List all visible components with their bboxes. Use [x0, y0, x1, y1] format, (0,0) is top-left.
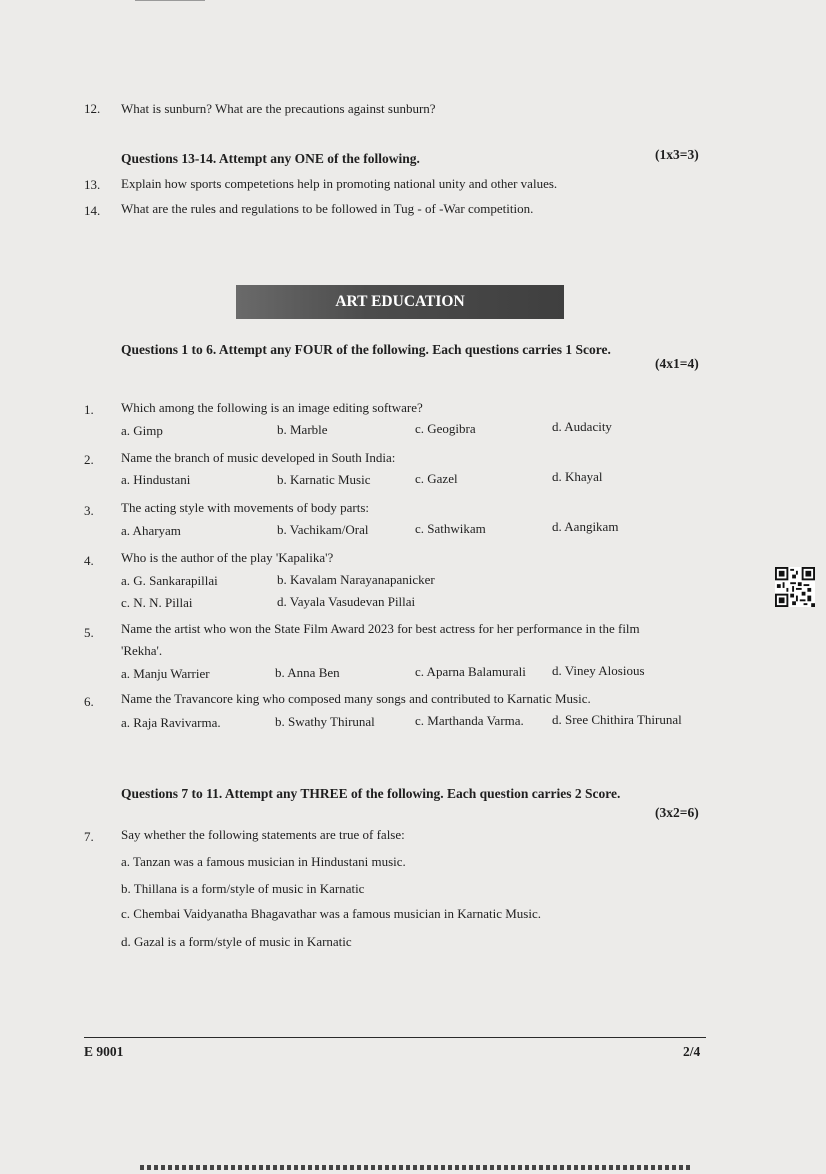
option: c. Geogibra [415, 421, 476, 436]
option: c. Aparna Balamurali [415, 664, 526, 679]
section-score: (3x2=6) [655, 805, 699, 820]
question-text: Name the Travancore king who composed many songs and contributed to Karnatic Music. [121, 691, 591, 706]
option: b. Kavalam Narayanapanicker [277, 572, 435, 587]
question-text: Say whether the following statements are true of false: [121, 827, 405, 842]
top-fragment-line [135, 0, 205, 1]
option: b. Swathy Thirunal [275, 714, 375, 729]
option: d. Khayal [552, 469, 603, 484]
question-number: 2. [84, 452, 94, 467]
footer-rule [84, 1037, 706, 1038]
section-score: (1x3=3) [655, 147, 699, 162]
question-text: Who is the author of the play 'Kapalika'? [121, 550, 334, 565]
question-number: 5. [84, 625, 94, 640]
section-heading: Questions 13-14. Attempt any ONE of the following. [121, 151, 420, 166]
question-number: 13. [84, 177, 101, 192]
option: b. Marble [277, 422, 328, 437]
question-text-continued: 'Rekha'. [121, 643, 163, 658]
question-text: Explain how sports competetions help in promoting national unity and other values. [121, 176, 558, 191]
question-number: 3. [84, 503, 94, 518]
option: a. G. Sankarapillai [121, 573, 218, 588]
option: b. Vachikam/Oral [277, 522, 369, 537]
section-heading: Questions 1 to 6. Attempt any FOUR of the following. Each questions carries 1 Score. [121, 342, 611, 357]
option: a. Aharyam [121, 523, 181, 538]
option: d. Vayala Vasudevan Pillai [277, 594, 416, 609]
question-text: What are the rules and regulations to be followed in Tug - of -War competition. [121, 201, 534, 216]
option: b. Anna Ben [275, 665, 340, 680]
option: d. Audacity [552, 419, 612, 434]
section-score: (4x1=4) [655, 356, 699, 371]
qr-code-icon [775, 567, 815, 607]
statement: c. Chembai Vaidyanatha Bhagavathar was a famous musician in Karnatic Music. [121, 906, 541, 921]
question-text: Name the artist who won the State Film Award 2023 for best actress for her performance in the film [121, 621, 640, 636]
section-heading: Questions 7 to 11. Attempt any THREE of the following. Each question carries 2 Score. [121, 786, 621, 801]
option: c. N. N. Pillai [121, 595, 193, 610]
option: a. Gimp [121, 423, 163, 438]
question-text: The acting style with movements of body parts: [121, 500, 370, 515]
option: c. Gazel [415, 471, 458, 486]
option: a. Manju Warrier [121, 666, 210, 681]
statement: a. Tanzan was a famous musician in Hindustani music. [121, 854, 406, 869]
statement: b. Thillana is a form/style of music in Karnatic [121, 881, 365, 896]
option: a. Hindustani [121, 472, 191, 487]
question-number: 1. [84, 402, 94, 417]
perforation-edge [140, 1165, 690, 1170]
option: d. Sree Chithira Thirunal [552, 712, 682, 727]
question-number: 6. [84, 694, 94, 709]
question-number: 4. [84, 553, 94, 568]
banner-title: ART EDUCATION [335, 293, 465, 310]
question-number: 12. [84, 101, 101, 116]
question-number: 14. [84, 203, 101, 218]
option: b. Karnatic Music [277, 472, 371, 487]
question-text: Name the branch of music developed in South India: [121, 450, 396, 465]
option: d. Aangikam [552, 519, 619, 534]
option: c. Marthanda Varma. [415, 713, 524, 728]
page-number: 2/4 [683, 1044, 701, 1059]
statement: d. Gazal is a form/style of music in Karnatic [121, 934, 352, 949]
question-number: 7. [84, 829, 94, 844]
option: c. Sathwikam [415, 521, 486, 536]
paper-code: E 9001 [84, 1044, 124, 1059]
option: d. Viney Alosious [552, 663, 645, 678]
option: a. Raja Ravivarma. [121, 715, 221, 730]
question-text: Which among the following is an image editing software? [121, 400, 423, 415]
section-banner [236, 285, 564, 319]
question-text: What is sunburn? What are the precautions against sunburn? [121, 101, 436, 116]
